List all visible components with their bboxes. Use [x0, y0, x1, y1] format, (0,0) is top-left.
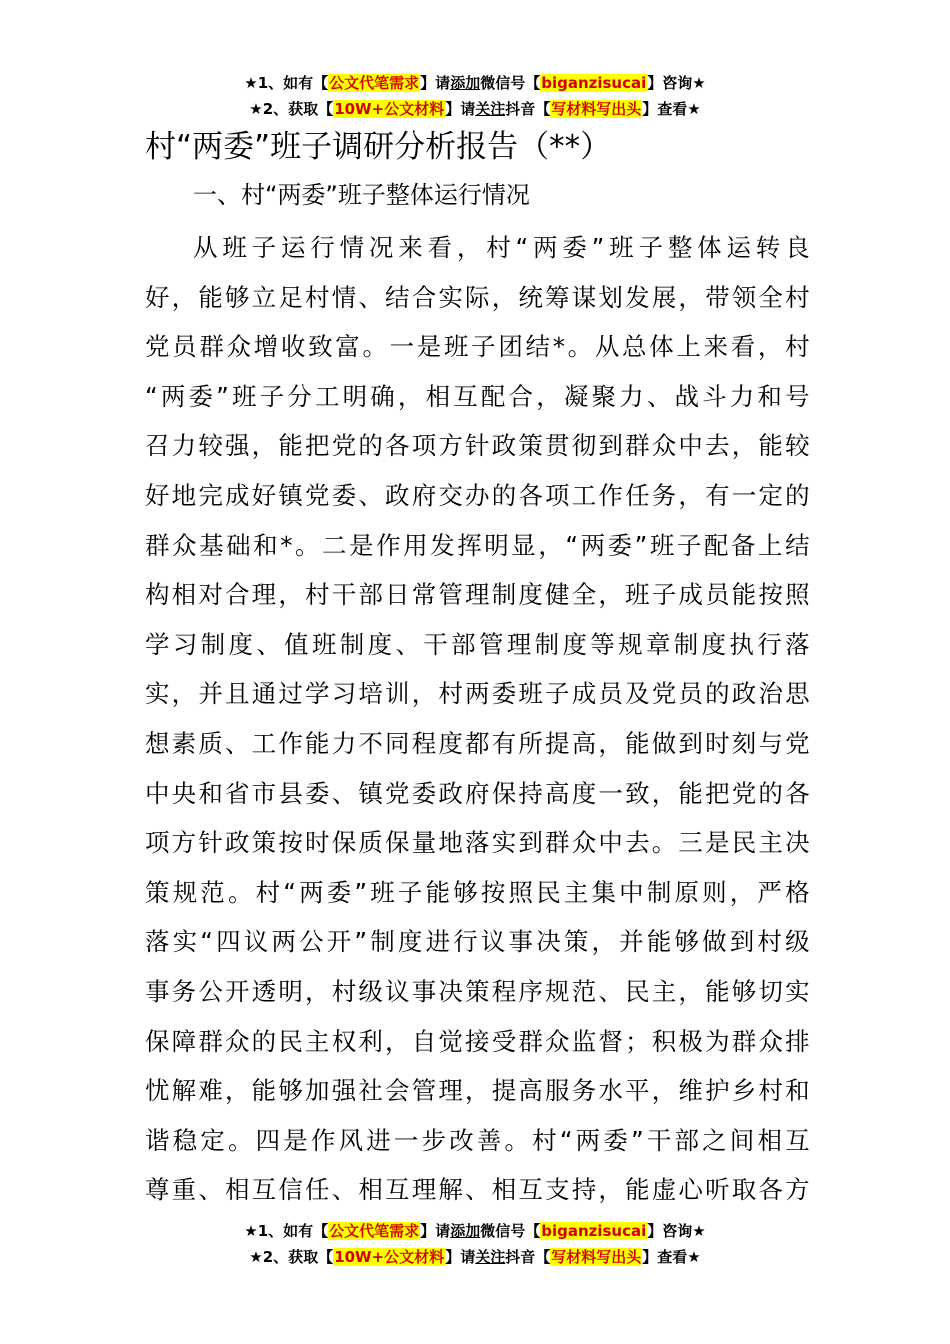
- paragraph-line: 保障群众的民主权利，自觉接受群众监督；积极为群众排: [145, 1026, 810, 1056]
- bottom-banner-line-1: [0, 1218, 950, 1244]
- banner-suffix: 】咨询★: [647, 1222, 706, 1240]
- paragraph-line: 群众基础和*。二是作用发挥明显，“两委”班子配备上结: [145, 530, 810, 560]
- banner-prefix: ★1、如有【: [244, 1222, 329, 1240]
- banner-text: 抖音【: [505, 100, 551, 118]
- paragraph-line: 好，能够立足村情、结合实际，统筹谋划发展，带领全村: [145, 282, 810, 312]
- banner-text: 微信号【: [480, 74, 541, 92]
- banner-suffix: 】查看★: [642, 1248, 701, 1266]
- banner-highlight-service: 公文代笔需求: [329, 74, 420, 92]
- banner-highlight-douyin-id: 写材料写出头: [551, 1248, 642, 1266]
- banner-text: 】请: [445, 1248, 476, 1266]
- banner-prefix: ★2、获取【: [249, 100, 334, 118]
- paragraph-line: 忧解难，能够加强社会管理，提高服务水平，维护乡村和: [145, 1076, 810, 1106]
- paragraph-line: 党员群众增收致富。一是班子团结*。从总体上来看，村: [145, 332, 810, 362]
- paragraph-line: 学习制度、值班制度、干部管理制度等规章制度执行落: [145, 629, 810, 659]
- banner-text: 微信号【: [480, 1222, 541, 1240]
- paragraph-line: 谐稳定。四是作风进一步改善。村“两委”干部之间相互: [145, 1125, 810, 1155]
- banner-suffix: 】咨询★: [647, 74, 706, 92]
- banner-text: 】请: [420, 74, 451, 92]
- top-banner: [0, 70, 950, 122]
- banner-text: 】请: [420, 1222, 451, 1240]
- banner-highlight-service: 公文代笔需求: [329, 1222, 420, 1240]
- body-paragraph: [145, 223, 810, 1215]
- paragraph-line: 从班子运行情况来看，村“两委”班子整体运转良: [193, 233, 810, 262]
- paragraph-line: 实，并且通过学习培训，村两委班子成员及党员的政治思: [145, 679, 810, 709]
- paragraph-line: 中央和省市县委、镇党委政府保持高度一致，能把党的各: [145, 778, 810, 808]
- banner-suffix: 】查看★: [642, 100, 701, 118]
- banner-highlight-materials: 10W+公文材料: [334, 100, 445, 118]
- bottom-banner: [0, 1218, 950, 1270]
- banner-prefix: ★1、如有【: [244, 74, 329, 92]
- banner-text: 抖音【: [505, 1248, 551, 1266]
- paragraph-line: 落实“四议两公开”制度进行议事决策，并能够做到村级: [145, 927, 810, 957]
- section-heading: 一、村“两委”班子整体运行情况: [193, 181, 530, 209]
- banner-highlight-douyin-id: 写材料写出头: [551, 100, 642, 118]
- banner-underline-follow: 关注: [475, 100, 506, 118]
- document-title: 村“两委”班子调研分析报告（**）: [145, 129, 612, 165]
- paragraph-line: 想素质、工作能力不同程度都有所提高，能做到时刻与党: [145, 728, 810, 758]
- banner-highlight-wechat-id: biganzisucai: [541, 74, 647, 92]
- bottom-banner-line-2: [0, 1244, 950, 1270]
- banner-highlight-wechat-id: biganzisucai: [541, 1222, 647, 1240]
- top-banner-line-1: [0, 70, 950, 96]
- paragraph-line: 构相对合理，村干部日常管理制度健全，班子成员能按照: [145, 580, 810, 610]
- paragraph-line: 尊重、相互信任、相互理解、相互支持，能虚心听取各方: [145, 1175, 810, 1205]
- paragraph-line: 项方针政策按时保质保量地落实到群众中去。三是民主决: [145, 828, 810, 858]
- banner-highlight-materials: 10W+公文材料: [334, 1248, 445, 1266]
- banner-underline-add: 添加: [450, 74, 481, 92]
- paragraph-line: 好地完成好镇党委、政府交办的各项工作任务，有一定的: [145, 480, 810, 510]
- paragraph-line: 召力较强，能把党的各项方针政策贯彻到群众中去，能较: [145, 431, 810, 461]
- banner-prefix: ★2、获取【: [249, 1248, 334, 1266]
- banner-underline-add: 添加: [450, 1222, 481, 1240]
- top-banner-line-2: [0, 96, 950, 122]
- paragraph-line: 策规范。村“两委”班子能够按照民主集中制原则，严格: [145, 877, 810, 907]
- paragraph-line: 事务公开透明，村级议事决策程序规范、民主，能够切实: [145, 976, 810, 1006]
- paragraph-line: “两委”班子分工明确，相互配合，凝聚力、战斗力和号: [145, 381, 810, 411]
- banner-text: 】请: [445, 100, 476, 118]
- banner-underline-follow: 关注: [475, 1248, 506, 1266]
